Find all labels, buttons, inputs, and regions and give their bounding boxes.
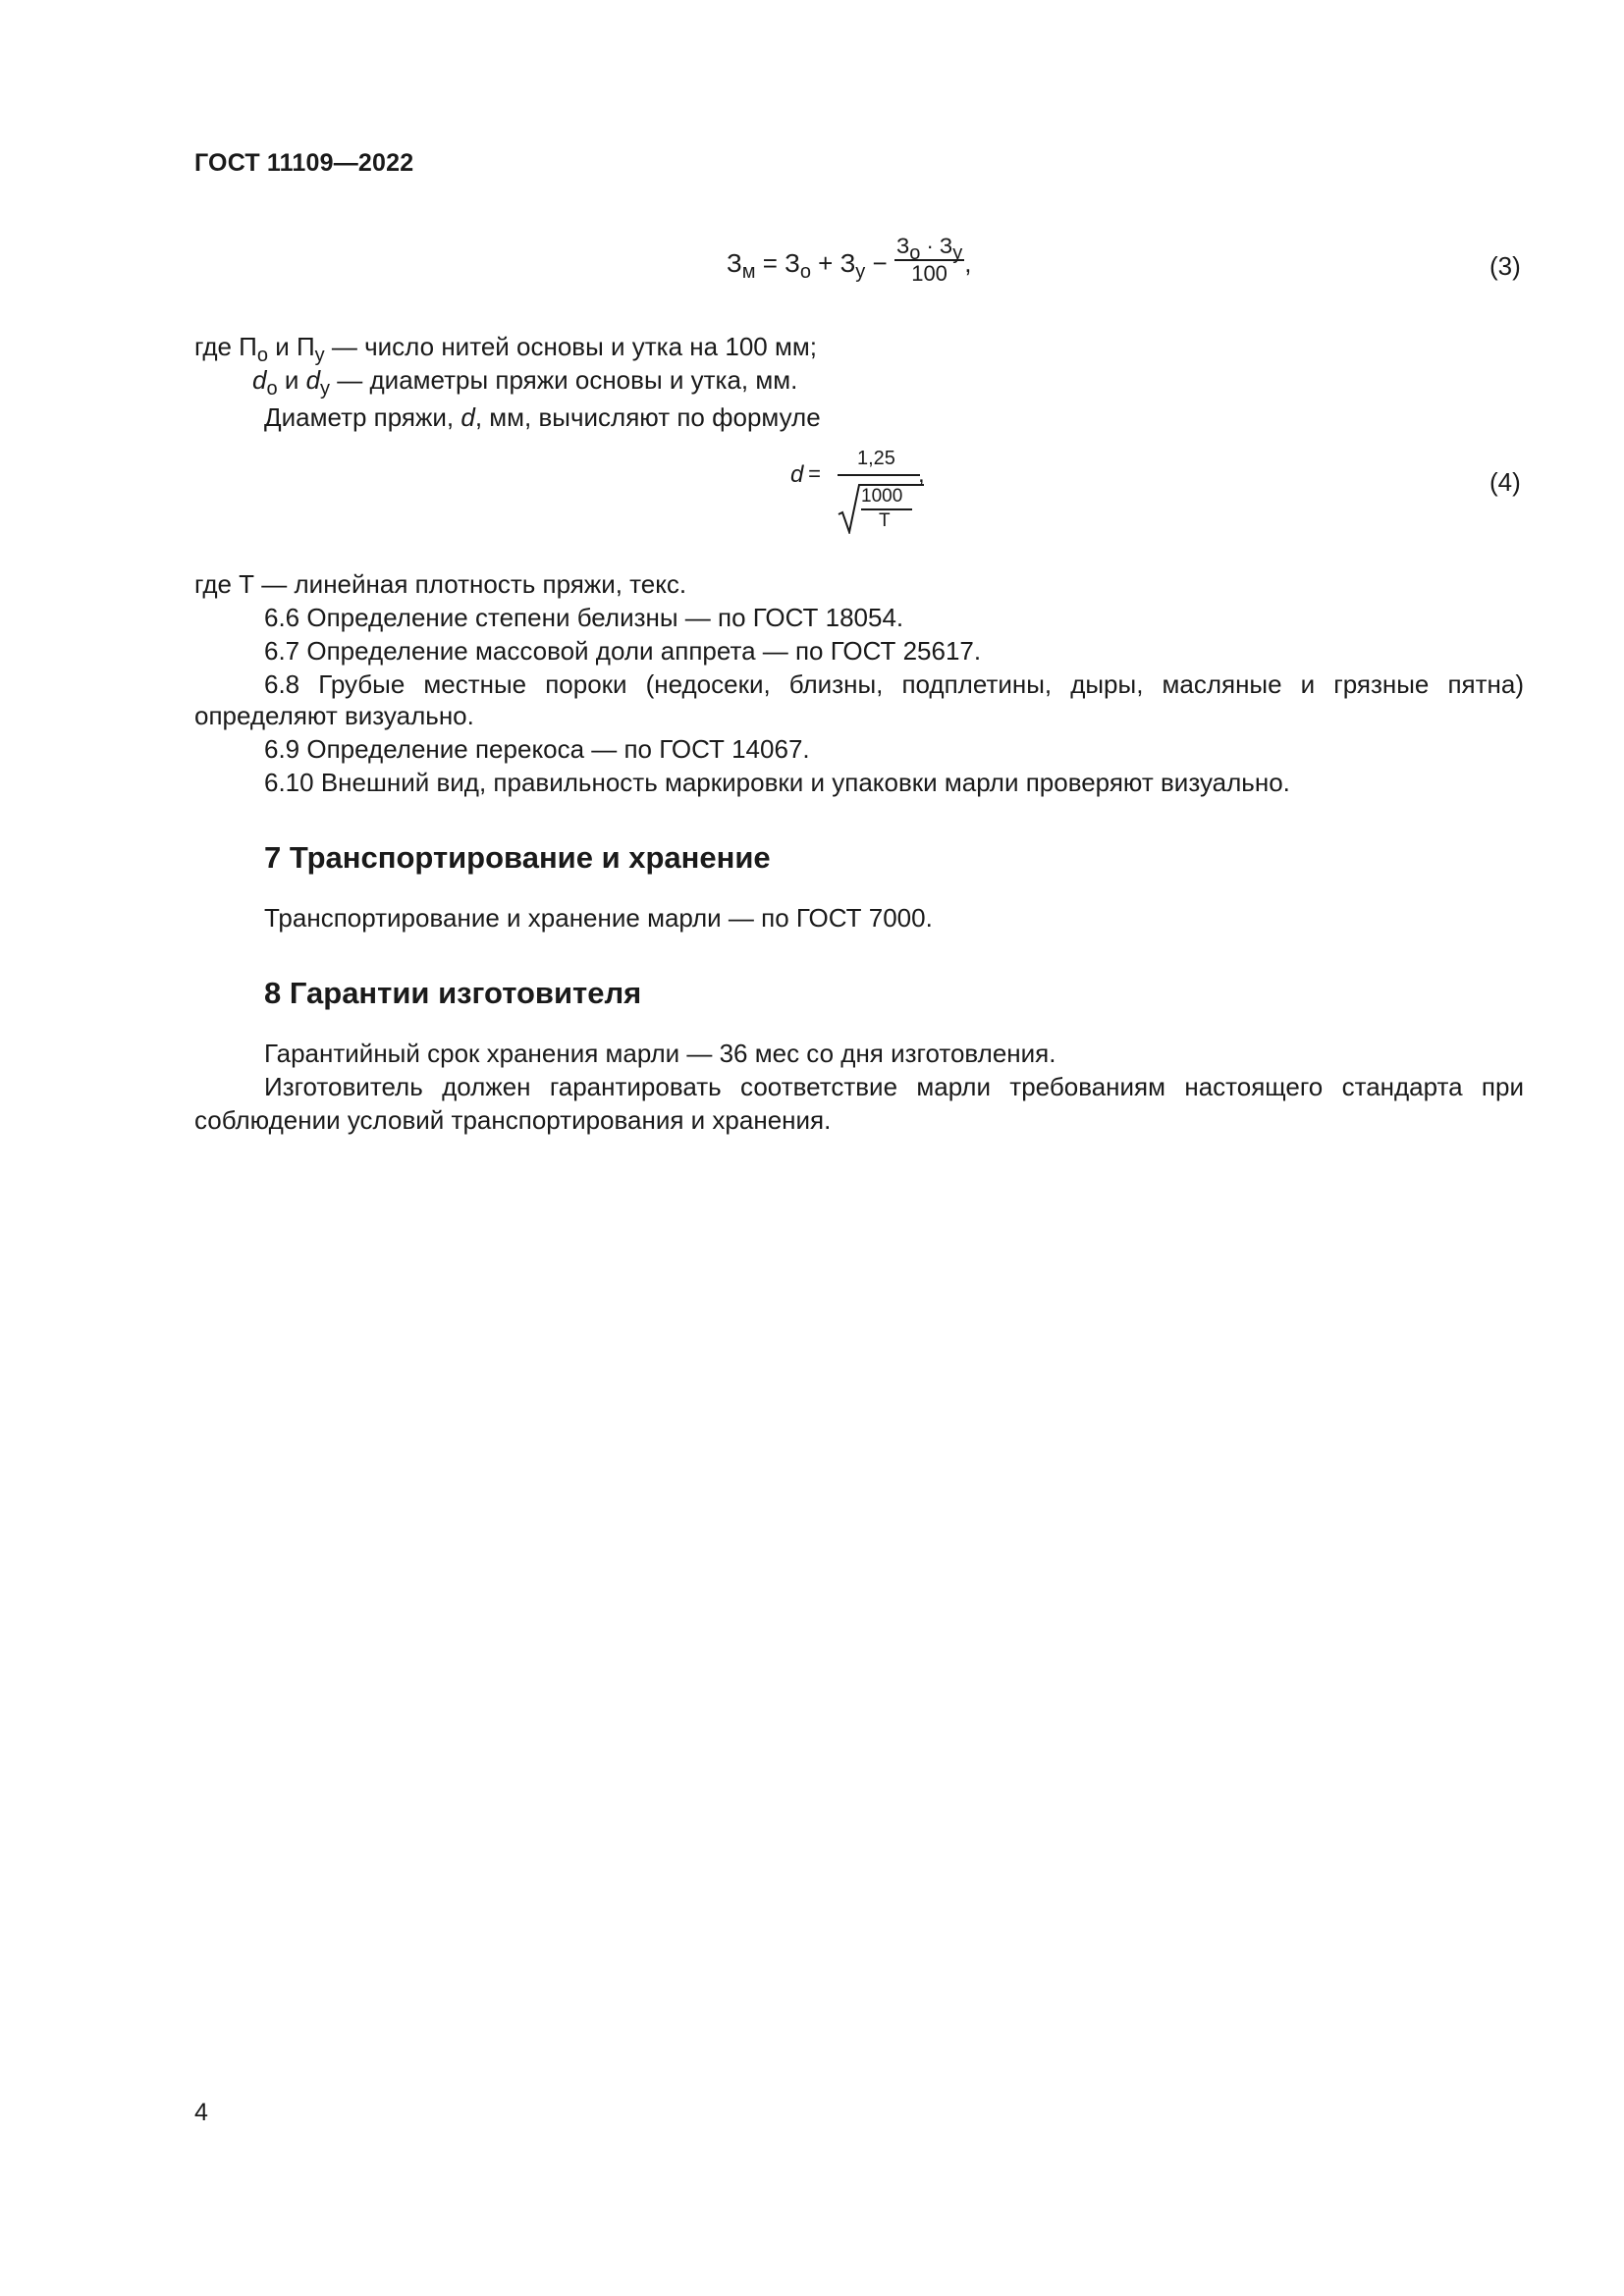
- where-l2-text: — диаметры пряжи основы и утка, мм.: [330, 365, 798, 395]
- where-line-2: [252, 363, 798, 400]
- formula-4-root-numerator: 1000: [861, 486, 903, 507]
- document-code: ГОСТ 11109—2022: [194, 149, 414, 177]
- formula-3-minus: −: [865, 247, 888, 278]
- item-6-8-line-2: определяют визуально.: [194, 701, 474, 730]
- formula-3-num-a: З: [895, 234, 910, 258]
- formula-4-lhs: d: [790, 461, 804, 488]
- where-l3-d: d: [460, 402, 475, 432]
- item-6-6: 6.6 Определение степени белизны — по ГОСТ 18054.: [264, 603, 904, 632]
- where-t-line: где Т — линейная плотность пряжи, текс.: [194, 569, 687, 599]
- formula-3-t1-sub: о: [799, 260, 811, 283]
- formula-3: [727, 234, 972, 287]
- where-l1-sub1: о: [256, 345, 268, 366]
- formula-4-root-denominator: Т: [879, 510, 891, 531]
- section-8-heading: 8 Гарантии изготовителя: [264, 976, 642, 1010]
- item-6-7: 6.7 Определение массовой доли аппрета — по ГОСТ 25617.: [264, 636, 982, 666]
- page-number: 4: [194, 2099, 208, 2126]
- section-8-para-2-line-2: соблюдении условий транспортирования и хранения.: [194, 1105, 832, 1135]
- where-l2-mid: и: [277, 365, 306, 395]
- section-7-heading: 7 Транспортирование и хранение: [264, 840, 771, 875]
- formula-3-num-b-sub: у: [952, 242, 963, 264]
- formula-3-lhs: З: [727, 247, 742, 278]
- where-l2-sub1: о: [266, 378, 278, 400]
- formula-4-eq: =: [802, 461, 828, 486]
- where-l2-d1: d: [252, 365, 267, 395]
- formula-3-number: (3): [1489, 251, 1521, 281]
- where-l1-mid: и П: [267, 332, 315, 361]
- section-7-text: Транспортирование и хранение марли — по ГОСТ 7000.: [264, 903, 933, 933]
- formula-4: [790, 448, 928, 536]
- section-8-para-1: Гарантийный срок хранения марли — 36 мес со дня изготовления.: [264, 1039, 1056, 1068]
- where-l1-pre: где П: [194, 332, 257, 361]
- formula-4-comma: ,: [918, 461, 925, 488]
- section-8-para-2-line-1: Изготовитель должен гарантировать соответствие марли требованиям настоящего стандарта при: [264, 1072, 1524, 1101]
- where-l3-pre: Диаметр пряжи,: [264, 402, 461, 432]
- where-l1-sub2: у: [314, 345, 325, 366]
- item-6-10: 6.10 Внешний вид, правильность маркировки и упаковки марли проверяют визуально.: [264, 768, 1290, 797]
- formula-4-number: (4): [1489, 467, 1521, 497]
- formula-3-lhs-sub: м: [741, 260, 756, 283]
- formula-3-plus: + З: [810, 247, 856, 278]
- formula-3-fraction: [894, 234, 964, 287]
- formula-4-fraction-bar: [838, 474, 920, 476]
- formula-3-eq: = З: [755, 247, 800, 278]
- where-l1-text: — число нитей основы и утка на 100 мм;: [324, 332, 817, 361]
- formula-3-comma: ,: [964, 247, 972, 278]
- item-6-9: 6.9 Определение перекоса — по ГОСТ 14067.: [264, 734, 810, 764]
- formula-4-numerator: 1,25: [857, 448, 895, 469]
- where-l2-sub2: у: [320, 378, 331, 400]
- item-6-8-line-1: 6.8 Грубые местные пороки (недосеки, близны, подплетины, дыры, масляные и грязные пятна): [264, 669, 1524, 699]
- where-l3-post: , мм, вычисляют по формуле: [474, 402, 821, 432]
- where-line-1: [194, 330, 817, 366]
- formula-3-denominator: 100: [911, 261, 947, 286]
- where-l2-d2: d: [305, 365, 321, 395]
- formula-3-t2-sub: у: [855, 260, 866, 283]
- formula-3-numerator: [894, 234, 964, 264]
- where-line-3: [264, 400, 821, 434]
- formula-3-num-a-sub: о: [909, 242, 921, 264]
- formula-3-num-mid: · З: [920, 234, 953, 258]
